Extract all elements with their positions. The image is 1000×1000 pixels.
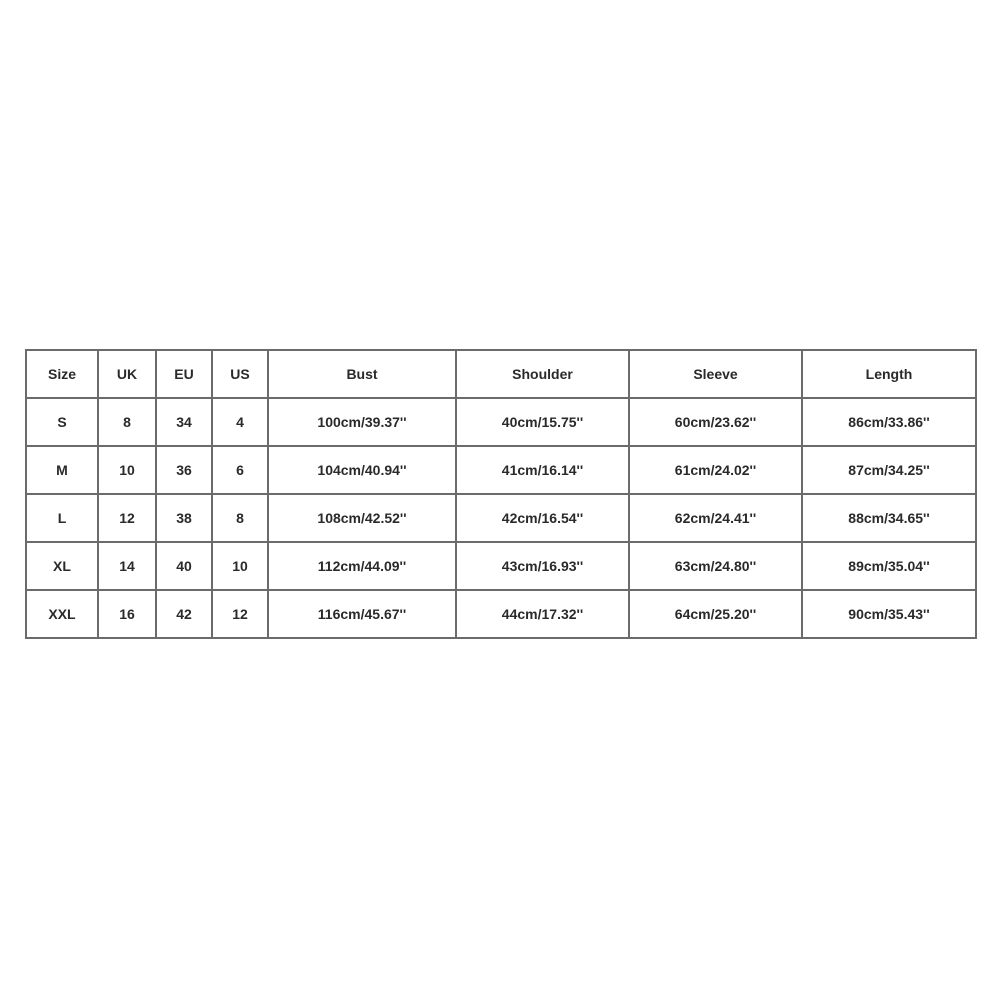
table-cell: 8 <box>212 494 268 542</box>
table-cell: 40 <box>156 542 212 590</box>
table-cell: 42 <box>156 590 212 638</box>
table-row <box>26 446 976 494</box>
table-cell: 104cm/40.94'' <box>268 446 456 494</box>
table-cell: 44cm/17.32'' <box>456 590 629 638</box>
table-cell: 100cm/39.37'' <box>268 398 456 446</box>
header-cell-uk: UK <box>98 350 156 398</box>
table-cell: 112cm/44.09'' <box>268 542 456 590</box>
header-cell-shoulder: Shoulder <box>456 350 629 398</box>
table-cell: M <box>26 446 98 494</box>
table-cell: 10 <box>98 446 156 494</box>
table-cell: 14 <box>98 542 156 590</box>
table-cell: 36 <box>156 446 212 494</box>
table-cell: 4 <box>212 398 268 446</box>
table-cell: 90cm/35.43'' <box>802 590 976 638</box>
table-cell: L <box>26 494 98 542</box>
header-cell-length: Length <box>802 350 976 398</box>
table-row <box>26 494 976 542</box>
header-cell-bust: Bust <box>268 350 456 398</box>
table-cell: 89cm/35.04'' <box>802 542 976 590</box>
table-cell: 42cm/16.54'' <box>456 494 629 542</box>
table-cell: 38 <box>156 494 212 542</box>
header-cell-size: Size <box>26 350 98 398</box>
table-row <box>26 542 976 590</box>
table-cell: 16 <box>98 590 156 638</box>
table-cell: XL <box>26 542 98 590</box>
table-row <box>26 398 976 446</box>
table-cell: 41cm/16.14'' <box>456 446 629 494</box>
header-cell-us: US <box>212 350 268 398</box>
table-cell: 6 <box>212 446 268 494</box>
table-cell: 8 <box>98 398 156 446</box>
table-cell: 10 <box>212 542 268 590</box>
table-cell: 40cm/15.75'' <box>456 398 629 446</box>
table-cell: 12 <box>98 494 156 542</box>
table-cell: S <box>26 398 98 446</box>
table-cell: 63cm/24.80'' <box>629 542 802 590</box>
table-cell: 61cm/24.02'' <box>629 446 802 494</box>
table-cell: 43cm/16.93'' <box>456 542 629 590</box>
table-cell: 60cm/23.62'' <box>629 398 802 446</box>
size-chart-table <box>25 349 977 639</box>
table-cell: 64cm/25.20'' <box>629 590 802 638</box>
table-cell: 108cm/42.52'' <box>268 494 456 542</box>
table-cell: 86cm/33.86'' <box>802 398 976 446</box>
table-cell: XXL <box>26 590 98 638</box>
table-row <box>26 590 976 638</box>
header-row <box>26 350 976 398</box>
table-cell: 12 <box>212 590 268 638</box>
table-cell: 34 <box>156 398 212 446</box>
table-cell: 116cm/45.67'' <box>268 590 456 638</box>
table-cell: 88cm/34.65'' <box>802 494 976 542</box>
header-cell-sleeve: Sleeve <box>629 350 802 398</box>
header-cell-eu: EU <box>156 350 212 398</box>
table-cell: 87cm/34.25'' <box>802 446 976 494</box>
table-cell: 62cm/24.41'' <box>629 494 802 542</box>
